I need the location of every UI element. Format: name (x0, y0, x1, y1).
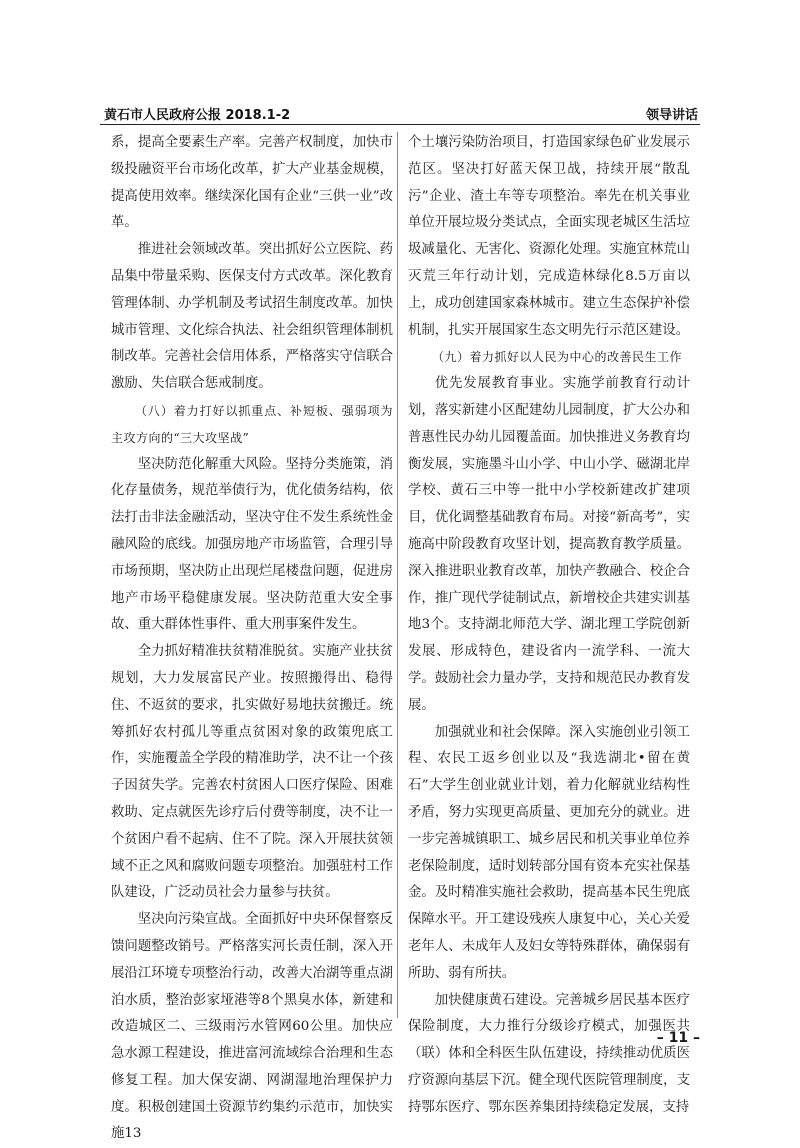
body-paragraph: 系，提高全要素生产率。完善产权制度，加快市级投融资平台市场化改革，扩大产业基金规模，提高使用效率。继续深化国有企业“三供一业”改革。 (111, 135, 393, 231)
section-title: 领导讲话 (645, 108, 698, 123)
body-paragraph: 全力抓好精准扶贫精准脱贫。实施产业扶贫规划，大力发展富民产业。按照搬得出、稳得住、不返贫的要求，扎实做好易地扶贫搬迁。统筹抓好农村孤儿等重点贫困对象的政策兜底工作，实施覆盖全学段的精准助学，决不让一个孩子因贫失学。完善农村贫困人口医疗保险、困难救助、定点就医先诊疗后付费等制度，决不让一个贫困户看不起病、住不了院。深入开展扶贫领域不正之风和腐败问题专项整治。加强驻村工作队建设，广泛动员社会力量参与扶贫。 (111, 644, 393, 901)
right-column (408, 130, 690, 1121)
body-paragraph: 优先发展教育事业。实施学前教育行动计划，落实新建小区配建幼儿园制度，扩大公办和普惠性民办幼儿园覆盖面。加快推进义务教育均衡发展，实施墨斗山小学、中山小学、磁湖北岸学校、黄石三中等一批中小学校新建改扩建项目，优化调整基础教育布局。对接“新高考”，实施高中阶段教育攻坚计划，提高教育教学质量。深入推进职业教育改革，加快产教融合、校企合作，推广现代学徒制试点，新增校企共建实训基地3个。支持湖北师范大学、湖北理工学院创新发展、形成特色，建设省内一流学科、一流大学。鼓励社会力量办学，支持和规范民办教育发展。 (408, 376, 690, 713)
body-paragraph: 加强就业和社会保障。深入实施创业引领工程、农民工返乡创业以及“我选湖北•留在黄石”大学生创业就业计划，着力化解就业结构性矛盾，努力实现更高质量、更加充分的就业。进一步完善城镇职工、城乡居民和机关事业单位养老保险制度，适时划转部分国有资本充实社保基金。及时精准实施社会救助，提高基本民生兜底保障水平。开工建设残疾人康复中心，关心关爱老年人、未成年人及妇女等特殊群体，确保弱有所助、弱有所扶。 (408, 724, 690, 981)
body-paragraph: 加快健康黄石建设。完善城乡居民基本医疗保险制度，大力推行分级诊疗模式，加强医共（联）体和全科医生队伍建设，持续推动优质医疗资源向基层下沉。健全现代医院管理制度，支持鄂东医疗、鄂东医养集团持续稳定发展，支持 (408, 992, 690, 1115)
header-rule (100, 124, 700, 125)
body-paragraph: 推进社会领域改革。突出抓好公立医院、药品集中带量采购、医保支付方式改革。深化教育管理体制、办学机制及考试招生制度改革。加快城市管理、文化综合执法、社会组织管理体制机制改革。完善社会信用体系，严格落实守信联合激励、失信联合惩戒制度。 (111, 242, 393, 392)
section-heading: （八）着力打好以抓重点、补短板、强弱项为主攻方向的“三大攻坚战” (111, 403, 393, 445)
column-divider (397, 132, 398, 1018)
left-column (111, 130, 393, 1148)
body-paragraph: 个土壤污染防治项目，打造国家绿色矿业发展示范区。坚决打好蓝天保卫战，持续开展“散乱污”企业、渣土车等专项整治。率先在机关事业单位开展垃圾分类试点，全面实现老城区生活垃圾减量化、无害化、资源化处理。实施宜林荒山灭荒三年行动计划，完成造林绿化8.5万亩以上，成功创建国家森林城市。建立生态保护补偿机制，扎实开展国家生态文明先行示范区建设。 (408, 135, 690, 338)
page-number: – 11 – (656, 1030, 700, 1046)
body-paragraph: 坚决防范化解重大风险。坚持分类施策，消化存量债务，规范举债行为，优化债务结构，依法打击非法金融活动，坚决守住不发生系统性金融风险的底线。加强房地产市场监管，合理引导市场预期，坚决防止出现烂尾楼盘问题，促进房地产市场平稳健康发展。坚决防范重大安全事故、重大群体性事件、重大刑事案件发生。 (111, 456, 393, 633)
publication-title: 黄石市人民政府公报 2018.1-2 (104, 108, 291, 123)
running-header (100, 104, 700, 124)
section-heading: （九）着力抓好以人民为中心的改善民生工作 (432, 350, 683, 365)
body-paragraph: 坚决向污染宣战。全面抓好中央环保督察反馈问题整改销号。严格落实河长责任制，深入开展沿江环境专项整治行动，改善大冶湖等重点湖泊水质，整治彭家垭港等8个黑臭水体，新建和改造城区二、三级雨污水管网60公里。加快应急水源工程建设，推进富河流域综合治理和生态修复工程。加大保安湖、网湖湿地治理保护力度。积极创建国土资源节约集约示范市，加快实施13 (111, 912, 393, 1142)
